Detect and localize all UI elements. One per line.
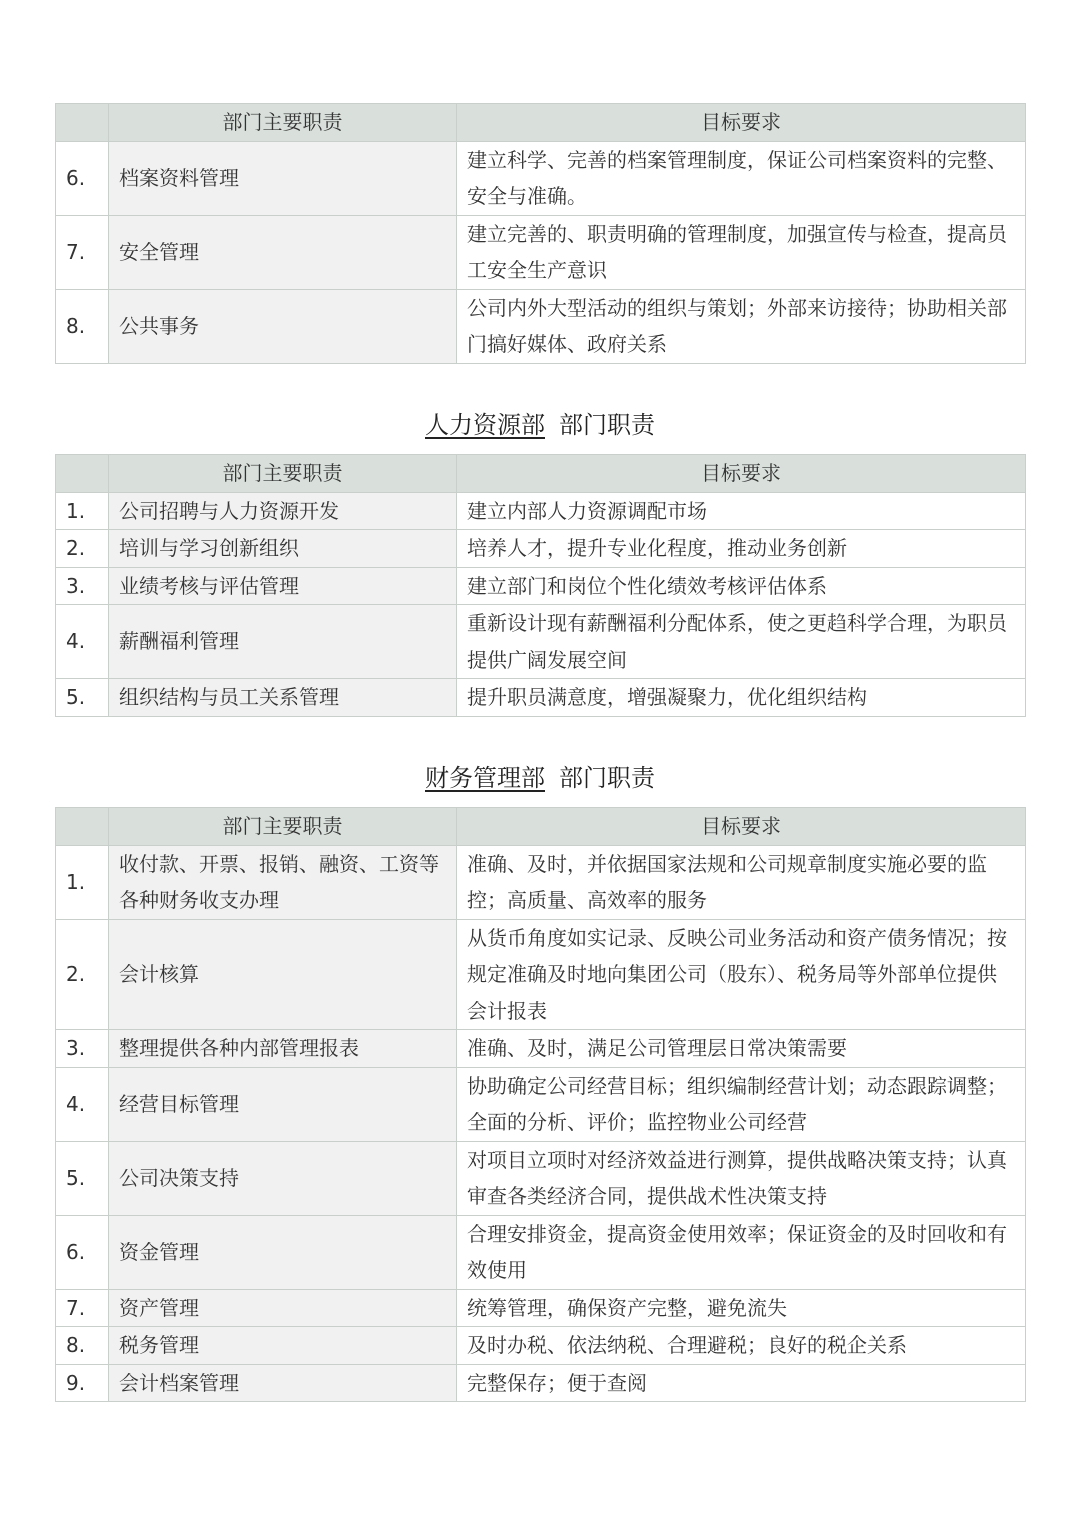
row-goal: 准确、及时，满足公司管理层日常决策需要	[457, 1030, 1026, 1068]
row-goal: 对项目立项时对经济效益进行测算，提供战略决策支持；认真审查各类经济合同，提供战术性决策支持	[457, 1141, 1026, 1215]
row-duty: 资产管理	[109, 1289, 457, 1327]
header-goal: 目标要求	[457, 104, 1026, 142]
header-num	[56, 808, 109, 846]
row-goal: 建立完善的、职责明确的管理制度，加强宣传与检查，提高员工安全生产意识	[457, 215, 1026, 289]
table-header-row	[56, 808, 1026, 846]
row-num: 5.	[56, 679, 109, 717]
table-row	[56, 1289, 1026, 1327]
table-row	[56, 141, 1026, 215]
header-num	[56, 455, 109, 493]
table-row	[56, 1067, 1026, 1141]
duties-table-hr	[55, 454, 1026, 717]
table-row	[56, 1364, 1026, 1402]
header-duty: 部门主要职责	[109, 808, 457, 846]
row-duty: 公司招聘与人力资源开发	[109, 492, 457, 530]
row-num: 2.	[56, 530, 109, 568]
table-row	[56, 845, 1026, 919]
row-duty: 薪酬福利管理	[109, 605, 457, 679]
row-num: 8.	[56, 1327, 109, 1365]
table-header-row	[56, 104, 1026, 142]
table-row	[56, 1030, 1026, 1068]
header-duty: 部门主要职责	[109, 104, 457, 142]
row-goal: 协助确定公司经营目标；组织编制经营计划；动态跟踪调整；全面的分析、评价；监控物业公司经营	[457, 1067, 1026, 1141]
row-num: 1.	[56, 492, 109, 530]
row-num: 4.	[56, 605, 109, 679]
row-duty: 整理提供各种内部管理报表	[109, 1030, 457, 1068]
table-row	[56, 567, 1026, 605]
header-goal: 目标要求	[457, 455, 1026, 493]
table-row	[56, 605, 1026, 679]
row-num: 1.	[56, 845, 109, 919]
row-duty: 经营目标管理	[109, 1067, 457, 1141]
row-num: 8.	[56, 289, 109, 363]
section-title-hr	[55, 408, 1025, 442]
table-row	[56, 679, 1026, 717]
row-duty: 培训与学习创新组织	[109, 530, 457, 568]
row-num: 5.	[56, 1141, 109, 1215]
row-num: 7.	[56, 1289, 109, 1327]
row-goal: 合理安排资金，提高资金使用效率；保证资金的及时回收和有效使用	[457, 1215, 1026, 1289]
table-row	[56, 492, 1026, 530]
row-num: 3.	[56, 1030, 109, 1068]
table-row	[56, 215, 1026, 289]
dept-name: 人力资源部	[425, 411, 545, 439]
row-duty: 档案资料管理	[109, 141, 457, 215]
title-suffix: 部门职责	[559, 411, 655, 439]
dept-name: 财务管理部	[425, 764, 545, 792]
row-goal: 建立科学、完善的档案管理制度，保证公司档案资料的完整、安全与准确。	[457, 141, 1026, 215]
table-row	[56, 1141, 1026, 1215]
table-row	[56, 919, 1026, 1030]
row-goal: 统筹管理，确保资产完整，避免流失	[457, 1289, 1026, 1327]
row-duty: 税务管理	[109, 1327, 457, 1365]
row-goal: 培养人才，提升专业化程度，推动业务创新	[457, 530, 1026, 568]
header-num	[56, 104, 109, 142]
row-goal: 提升职员满意度，增强凝聚力，优化组织结构	[457, 679, 1026, 717]
row-goal: 及时办税、依法纳税、合理避税；良好的税企关系	[457, 1327, 1026, 1365]
row-num: 6.	[56, 1215, 109, 1289]
row-duty: 会计档案管理	[109, 1364, 457, 1402]
section-title-finance	[55, 761, 1025, 795]
header-goal: 目标要求	[457, 808, 1026, 846]
row-duty: 业绩考核与评估管理	[109, 567, 457, 605]
row-goal: 建立内部人力资源调配市场	[457, 492, 1026, 530]
row-goal: 建立部门和岗位个性化绩效考核评估体系	[457, 567, 1026, 605]
row-goal: 从货币角度如实记录、反映公司业务活动和资产债务情况；按规定准确及时地向集团公司（股东）、税务局等外部单位提供会计报表	[457, 919, 1026, 1030]
table-row	[56, 1327, 1026, 1365]
table-row	[56, 289, 1026, 363]
row-num: 9.	[56, 1364, 109, 1402]
table-header-row	[56, 455, 1026, 493]
table-row	[56, 530, 1026, 568]
duties-table-admin	[55, 103, 1026, 364]
row-duty: 公共事务	[109, 289, 457, 363]
table-row	[56, 1215, 1026, 1289]
row-num: 6.	[56, 141, 109, 215]
row-num: 2.	[56, 919, 109, 1030]
row-duty: 收付款、开票、报销、融资、工资等各种财务收支办理	[109, 845, 457, 919]
row-duty: 公司决策支持	[109, 1141, 457, 1215]
row-duty: 组织结构与员工关系管理	[109, 679, 457, 717]
row-goal: 准确、及时，并依据国家法规和公司规章制度实施必要的监控；高质量、高效率的服务	[457, 845, 1026, 919]
row-goal: 公司内外大型活动的组织与策划；外部来访接待；协助相关部门搞好媒体、政府关系	[457, 289, 1026, 363]
row-num: 7.	[56, 215, 109, 289]
row-duty: 资金管理	[109, 1215, 457, 1289]
duties-table-finance	[55, 807, 1026, 1402]
row-duty: 会计核算	[109, 919, 457, 1030]
row-duty: 安全管理	[109, 215, 457, 289]
row-goal: 完整保存；便于查阅	[457, 1364, 1026, 1402]
header-duty: 部门主要职责	[109, 455, 457, 493]
row-num: 4.	[56, 1067, 109, 1141]
title-suffix: 部门职责	[559, 764, 655, 792]
row-num: 3.	[56, 567, 109, 605]
row-goal: 重新设计现有薪酬福利分配体系，使之更趋科学合理，为职员提供广阔发展空间	[457, 605, 1026, 679]
